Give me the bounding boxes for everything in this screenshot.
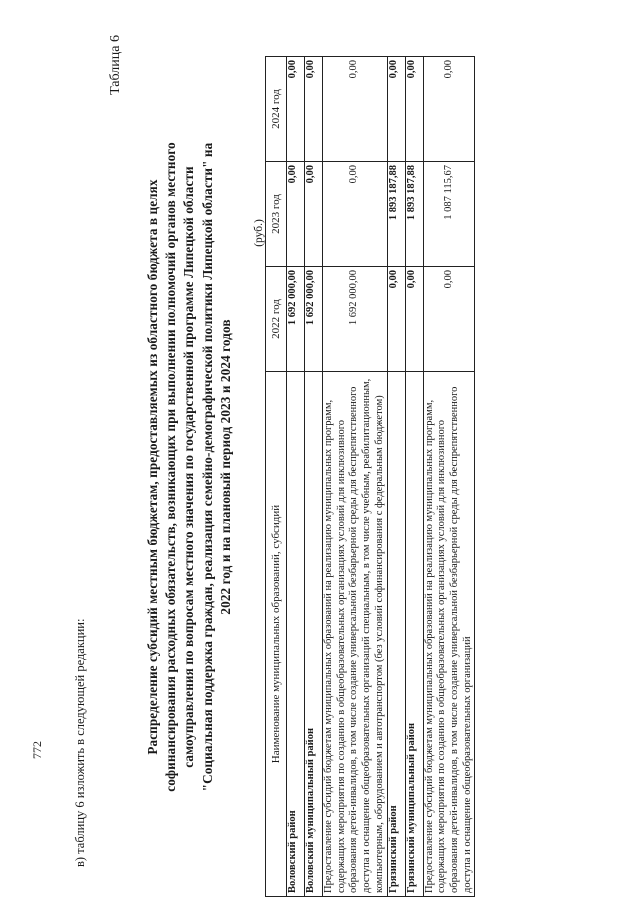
- header-name: Наименование муниципальных образований, субсидий: [266, 372, 287, 897]
- row-value-2022: 1 692 000,00: [287, 267, 305, 372]
- title-line: 2022 год и на плановый период 2023 и 2024 годов: [217, 319, 233, 615]
- row-value-2024: 0,00: [305, 57, 323, 162]
- table-row: [387, 57, 405, 897]
- table-row: [323, 57, 388, 897]
- row-value-2023: 1 893 187,88: [405, 162, 423, 267]
- row-value-2023: 1 893 187,88: [387, 162, 405, 267]
- row-name: Грязинский муниципальный район: [405, 372, 423, 897]
- title-line: "Социальная поддержка граждан, реализация семейно-демографической политики Липецкой области" на: [199, 142, 215, 792]
- row-value-2024: 0,00: [405, 57, 423, 162]
- row-value-2022: 1 692 000,00: [305, 267, 323, 372]
- title-line: самоуправления по вопросам местного значения по государственной программе Липецкой области: [181, 166, 197, 768]
- row-value-2022: 0,00: [423, 267, 475, 372]
- table-row: [423, 57, 475, 897]
- document-title: [144, 67, 235, 867]
- row-name: Воловский муниципальный район: [305, 372, 323, 897]
- title-line: Распределение субсидий местным бюджетам, предоставляемых из областного бюджета в целях: [145, 179, 160, 755]
- header-2024: 2024 год: [266, 57, 287, 162]
- subsidy-table: [265, 56, 475, 897]
- row-value-2023: 1 087 115,67: [423, 162, 475, 267]
- row-value-2024: 0,00: [423, 57, 475, 162]
- row-value-2022: 0,00: [405, 267, 423, 372]
- table-row: [305, 57, 323, 897]
- row-value-2024: 0,00: [387, 57, 405, 162]
- intro-line: в) таблицу 6 изложить в следующей редакции:: [73, 618, 87, 867]
- table-row: [287, 57, 305, 897]
- row-name: Грязинский район: [387, 372, 405, 897]
- row-value-2023: 0,00: [323, 162, 388, 267]
- title-line: софинансирования расходных обязательств, возникающих при выполнении полномочий органов местного: [163, 142, 179, 792]
- row-value-2024: 0,00: [287, 57, 305, 162]
- unit-label: (руб.): [253, 219, 265, 247]
- row-value-2023: 0,00: [305, 162, 323, 267]
- row-value-2023: 0,00: [287, 162, 305, 267]
- page-number: 772: [30, 741, 44, 759]
- row-value-2022: 0,00: [387, 267, 405, 372]
- row-name: Предоставление субсидий бюджетам муниципальных образований на реализацию муниципальных программ, содержащих мероприятия по созданию в общеобразовательных организациях условий для инклюзивного образования детей-инвалидов, в том числе создание универсальной безбарьерной среды для беспрепятственного доступа и оснащение общеобразовательных организаций: [423, 372, 475, 897]
- table-label: Таблица 6: [108, 35, 123, 95]
- table-header-row: [266, 57, 287, 897]
- row-value-2024: 0,00: [323, 57, 388, 162]
- row-name: Предоставление субсидий бюджетам муниципальных образований на реализацию муниципальных программ, содержащих мероприятия по созданию в общеобразовательных организациях условий для инклюзивного образования детей-инвалидов, в том числе создание универсальной безбарьерной среды для беспрепятственного доступа и оснащение общеобразовательных организаций специальным, в том числе учебным, реабилитационным, компьютерным, оборудованием и автотранспортом (без условий софинансирования с федеральным бюджетом): [323, 372, 388, 897]
- header-2022: 2022 год: [266, 267, 287, 372]
- row-value-2022: 1 692 000,00: [323, 267, 388, 372]
- table-row: [405, 57, 423, 897]
- header-2023: 2023 год: [266, 162, 287, 267]
- row-name: Воловский район: [287, 372, 305, 897]
